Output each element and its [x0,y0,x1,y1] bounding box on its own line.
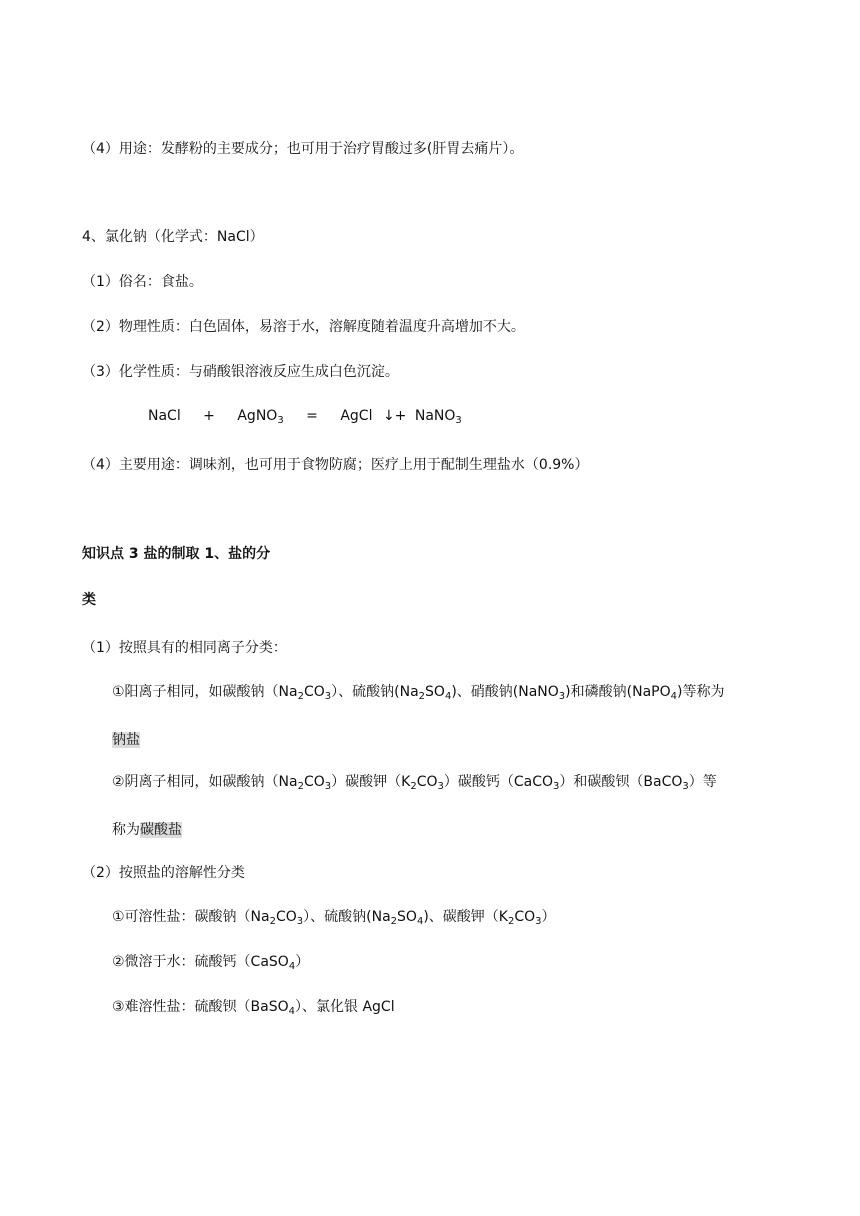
knowledge-point-3-heading: 知识点 3 盐的制取 1、盐的分 [82,546,271,562]
classification-by-solubility-heading: （2）按照盐的溶解性分类 [82,865,245,881]
reactant-agno3: AgNO$_3$ [237,408,284,426]
carbonate-term-line: 称为碳酸盐 [112,822,182,838]
knowledge-point-3-heading-cont: 类 [82,592,96,608]
insoluble-salts-line: ③难溶性盐：硫酸钡（BaSO$_4$）、氯化银 AgCl [112,999,395,1017]
precipitate-arrow: ↓+ [382,408,407,424]
nacl-main-use: （4）主要用途：调味剂，也可用于食物防腐；医疗上用于配制生理盐水（0.9%） [82,457,589,473]
plus-sign: + [203,408,215,424]
same-anion-line: ②阴离子相同，如碳酸钠$(Na_2CO_3)$碳酸钾$(K_2CO_3)$碳酸钙（CaCO$_3$）和碳酸钡（BaCO$_3$）等 [112,774,717,792]
slightly-soluble-line: ②微溶于水：硫酸钙（CaSO$_4$） [112,954,310,972]
sodium-salt-term [112,730,140,750]
chemical-equation [148,406,462,426]
product-agcl: AgCl [340,408,373,424]
product-nano3: NaNO$_3$ [414,408,462,426]
equals-sign: = [306,408,318,424]
highlighted-term: 钠盐 [112,732,140,748]
nacl-physical-properties: （2）物理性质：白色固体，易溶于水，溶解度随着温度升高增加不大。 [82,319,525,335]
bicarbonate-use-line: （4）用途：发酵粉的主要成分；也可用于治疗胃酸过多(肝胃去痛片）。 [82,141,524,157]
same-cation-line: ①阳离子相同，如碳酸钠$(Na_2CO_3)$、硫酸钠$(Na_2SO_4)$、硝酸钠(NaNO$_3$)和磷酸钠(NaPO$_4$)等称为 [112,684,725,702]
nacl-heading: 4、氯化钠（化学式：NaCl） [82,229,264,245]
soluble-salts-line: ①可溶性盐：碳酸钠$(Na_2CO_3)$、硫酸钠$(Na_2SO_4)$、碳酸钾$(K_2CO_3)$ [112,909,556,927]
highlighted-term: 碳酸盐 [140,822,182,838]
nacl-common-name: （1）俗名：食盐。 [82,274,203,290]
nacl-chemical-properties: （3）化学性质：与硝酸银溶液反应生成白色沉淀。 [82,364,399,380]
classification-by-ion-heading: （1）按照具有的相同离子分类： [82,640,287,656]
reactant-nacl: NaCl [148,408,181,424]
